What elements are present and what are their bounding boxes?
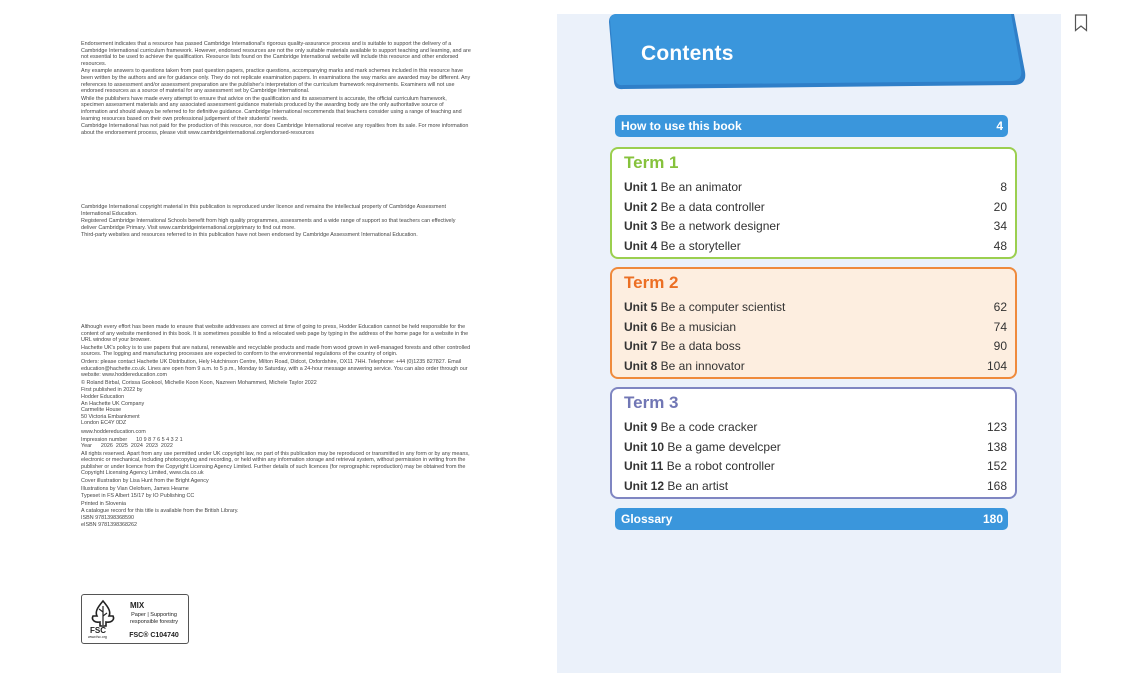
unit-label: Unit 3 [624, 219, 661, 233]
unit-page: 90 [993, 339, 1007, 353]
paragraph: A catalogue record for this title is available from the British Library. [81, 508, 239, 515]
contents-title: Contents [641, 42, 734, 65]
unit-label: Unit 4 [624, 239, 661, 253]
fsc-logo-text: FSC [90, 626, 106, 635]
paragraph: Third-party websites and resources referred to in this publication have not been endorsed by Cambridge Assessment International Education. [81, 232, 418, 239]
unit-name: Be a data controller [660, 200, 765, 214]
unit-5-link[interactable] [624, 300, 1007, 318]
fsc-paper-label: Paper | Supporting [131, 612, 177, 618]
unit-page: 8 [1000, 180, 1007, 194]
paragraph: www.hoddereducation.com [81, 428, 146, 435]
fsc-code: FSC® C104740 [129, 632, 179, 639]
unit-4-link[interactable] [624, 239, 1007, 257]
term-1-title: Term 1 [624, 153, 679, 172]
unit-6-link[interactable] [624, 320, 1007, 338]
publisher-info-text [81, 324, 471, 528]
glossary-label: Glossary [621, 512, 673, 526]
unit-page: 74 [993, 320, 1007, 334]
paragraph: ISBN 9781398368590 [81, 515, 135, 522]
unit-2-link[interactable] [624, 200, 1007, 218]
term-3-section [610, 387, 1017, 499]
paragraph: An Hachette UK Company [81, 400, 145, 407]
paragraph: Registered Cambridge International Schools benefit from high quality programmes, assessments and a wide range of support so that teachers can effectively deliver Cambridge Primary. Visit www.cambridgeinternational.org/primary to find out more. [81, 218, 456, 231]
fsc-badge [81, 594, 189, 644]
unit-page: 20 [993, 200, 1007, 214]
unit-name: Be a code cracker [660, 420, 758, 434]
unit-page: 62 [993, 300, 1007, 314]
unit-label: Unit 11 [624, 459, 667, 473]
unit-8-link[interactable] [624, 359, 1007, 377]
unit-11-link[interactable] [624, 459, 1007, 477]
how-to-use-page: 4 [996, 119, 1003, 133]
paragraph: Cambridge International has not paid for the production of this resource, nor does Cambridge International receive any royalties from its sale. For more information about the endorsement process, please visit www.cambridgeinternational.org/endorsed-resources [81, 123, 469, 136]
unit-page: 138 [986, 440, 1007, 454]
glossary-link[interactable] [615, 508, 1008, 530]
unit-page: 168 [986, 479, 1007, 493]
unit-7-link[interactable] [624, 339, 1007, 357]
endorsement-text [81, 41, 471, 137]
paragraph: Endorsement indicates that a resource has passed Cambridge International's rigorous quality-assurance process and is suitable to support the delivery of a Cambridge International curriculum framework. However, endorsed resources are not the only suitable materials available to support teaching and learning, and are not essential to be used to achieve the qualification. Resource lists found on the Cambridge International website will include this resource and other endorsed resources. [81, 41, 471, 67]
term-3-title: Term 3 [624, 393, 679, 412]
paragraph: Cover illustration by Lisa Hunt from the Bright Agency [81, 478, 209, 485]
paragraph: Orders: please contact Hachette UK Distribution, Hely Hutchinson Centre, Milton Road, Didcot, Oxfordshire, OX11 7HH. Telephone: +44 (0)1235 827827. Email education@hachette.co.uk. Lines are open from 9 a.m. to 5 p.m., Monday to Saturday, with a 24-hour message answering service. You can also order through our website: www.hoddereducation.com [81, 358, 468, 379]
fsc-forestry-label: responsible forestry [130, 619, 178, 625]
term-2-section [610, 267, 1017, 379]
term-1-section [610, 147, 1017, 259]
left-page [18, 14, 556, 673]
paragraph: Hodder Education [81, 393, 125, 400]
paragraph: Although every effort has been made to ensure that website addresses are correct at time of going to press, Hodder Education cannot be held responsible for the content of any website mentioned in this book. It is sometimes possible to find a relocated web page by typing in the address of the home page for a website in the URL window of your browser. [81, 324, 469, 344]
unit-10-link[interactable] [624, 440, 1007, 458]
paragraph: Any example answers to questions taken from past question papers, practice questions, accompanying marks and mark schemes included in this resource have been written by the authors and are for guidance only. They do not replicate examination papers. In examinations the way marks are awarded may be different. Any references to assessment and/or assessment preparation are the publisher's interpretation of the curriculum framework requirements. Examiners will not use endorsed resources as a source of material for any assessment set by Cambridge International. [81, 68, 471, 95]
paragraph: Impression number 10 9 8 7 6 5 4 3 2 1 [81, 436, 183, 443]
unit-name: Be a game develcper [667, 440, 781, 454]
term-2-title: Term 2 [624, 273, 679, 292]
fsc-url: www.fsc.org [88, 635, 107, 639]
paragraph: Year 2026 2025 2024 2023 2022 [81, 443, 173, 450]
paragraph: First published in 2022 by [81, 387, 143, 394]
unit-name: Be an animator [660, 180, 743, 194]
paragraph: eISBN 9781398368262 [81, 521, 138, 528]
unit-name: Be a robot controller [666, 459, 775, 473]
unit-page: 152 [986, 459, 1007, 473]
unit-3-link[interactable] [624, 219, 1007, 237]
unit-label: Unit 7 [624, 339, 661, 353]
unit-label: Unit 12 [624, 479, 668, 493]
unit-9-link[interactable] [624, 420, 1007, 438]
unit-label: Unit 5 [624, 300, 661, 314]
unit-page: 34 [993, 219, 1007, 233]
copyright-text [81, 204, 471, 240]
unit-page: 123 [986, 420, 1007, 434]
unit-name: Be a network designer [660, 219, 781, 233]
paragraph: Hachette UK's policy is to use papers that are natural, renewable and recyclable products and made from wood grown in well-managed forests and other controlled sources. The logging and manufacturing processes are expected to conform to the environmental regulations of the country of origin. [81, 344, 471, 358]
paragraph: Illustrations by Vian Oelofsen, James Hearne [81, 485, 189, 492]
how-to-use-link[interactable] [615, 115, 1008, 137]
paragraph: London EC4Y 0DZ [81, 420, 127, 427]
unit-name: Be a storyteller [660, 239, 741, 253]
unit-name: Be a data boss [660, 339, 741, 353]
paragraph: © Roland Birbal, Corissa Gookool, Michelle Koon Koon, Nazreen Mohammed, Michele Taylor 2022 [81, 379, 317, 386]
unit-label: Unit 1 [624, 180, 661, 194]
unit-page: 48 [993, 239, 1007, 253]
unit-name: Be a musician [660, 320, 737, 334]
unit-label: Unit 2 [624, 200, 661, 214]
unit-name: Be an artist [667, 479, 729, 493]
paragraph: Printed in Slovenia [81, 500, 126, 507]
glossary-page: 180 [982, 512, 1003, 526]
paragraph: All rights reserved. Apart from any use permitted under UK copyright law, no part of this publication may be reproduced or transmitted in any form or by any means, electronic or mechanical, including photocopying and recording, or held within any information storage and retrieval system, without permission in writing from the publisher or under licence from the Copyright Licensing Agency Limited. Further details of such licences (for reprographic reproduction) may be obtained from the Copyright Licensing Agency Limited, www.cla.co.uk [81, 450, 470, 477]
paragraph: Typeset in FS Albert 15/17 by IO Publishing CC [81, 493, 195, 500]
unit-name: Be an innovator [660, 359, 745, 373]
fsc-mix-label: MIX [130, 601, 145, 610]
unit-label: Unit 10 [624, 440, 668, 454]
unit-1-link[interactable] [624, 180, 1007, 198]
paragraph: 50 Victoria Embankment [81, 413, 140, 420]
unit-12-link[interactable] [624, 479, 1007, 497]
how-to-use-label: How to use this book [621, 119, 742, 133]
unit-label: Unit 6 [624, 320, 661, 334]
unit-page: 104 [986, 359, 1007, 373]
paragraph: Cambridge International copyright material in this publication is reproduced under licence and remains the intellectual property of Cambridge Assessment International Education. [81, 204, 446, 217]
bookmark-right-icon[interactable] [1074, 14, 1088, 32]
unit-name: Be a computer scientist [660, 300, 786, 314]
right-page [557, 14, 1061, 673]
paragraph: While the publishers have made every attempt to ensure that advice on the qualification and its assessment is accurate, the official curriculum framework, specimen assessment materials and any associated assessment guidance materials produced by the awarding body are the only authoritative source of information and should always be referred to for definitive guidance. Cambridge International recommends that teachers consider using a range of teaching and learning resources based on their own professional judgement of their students' needs. [81, 95, 462, 122]
unit-label: Unit 8 [624, 359, 661, 373]
unit-label: Unit 9 [624, 420, 661, 434]
paragraph: Carmelite House [81, 407, 122, 414]
